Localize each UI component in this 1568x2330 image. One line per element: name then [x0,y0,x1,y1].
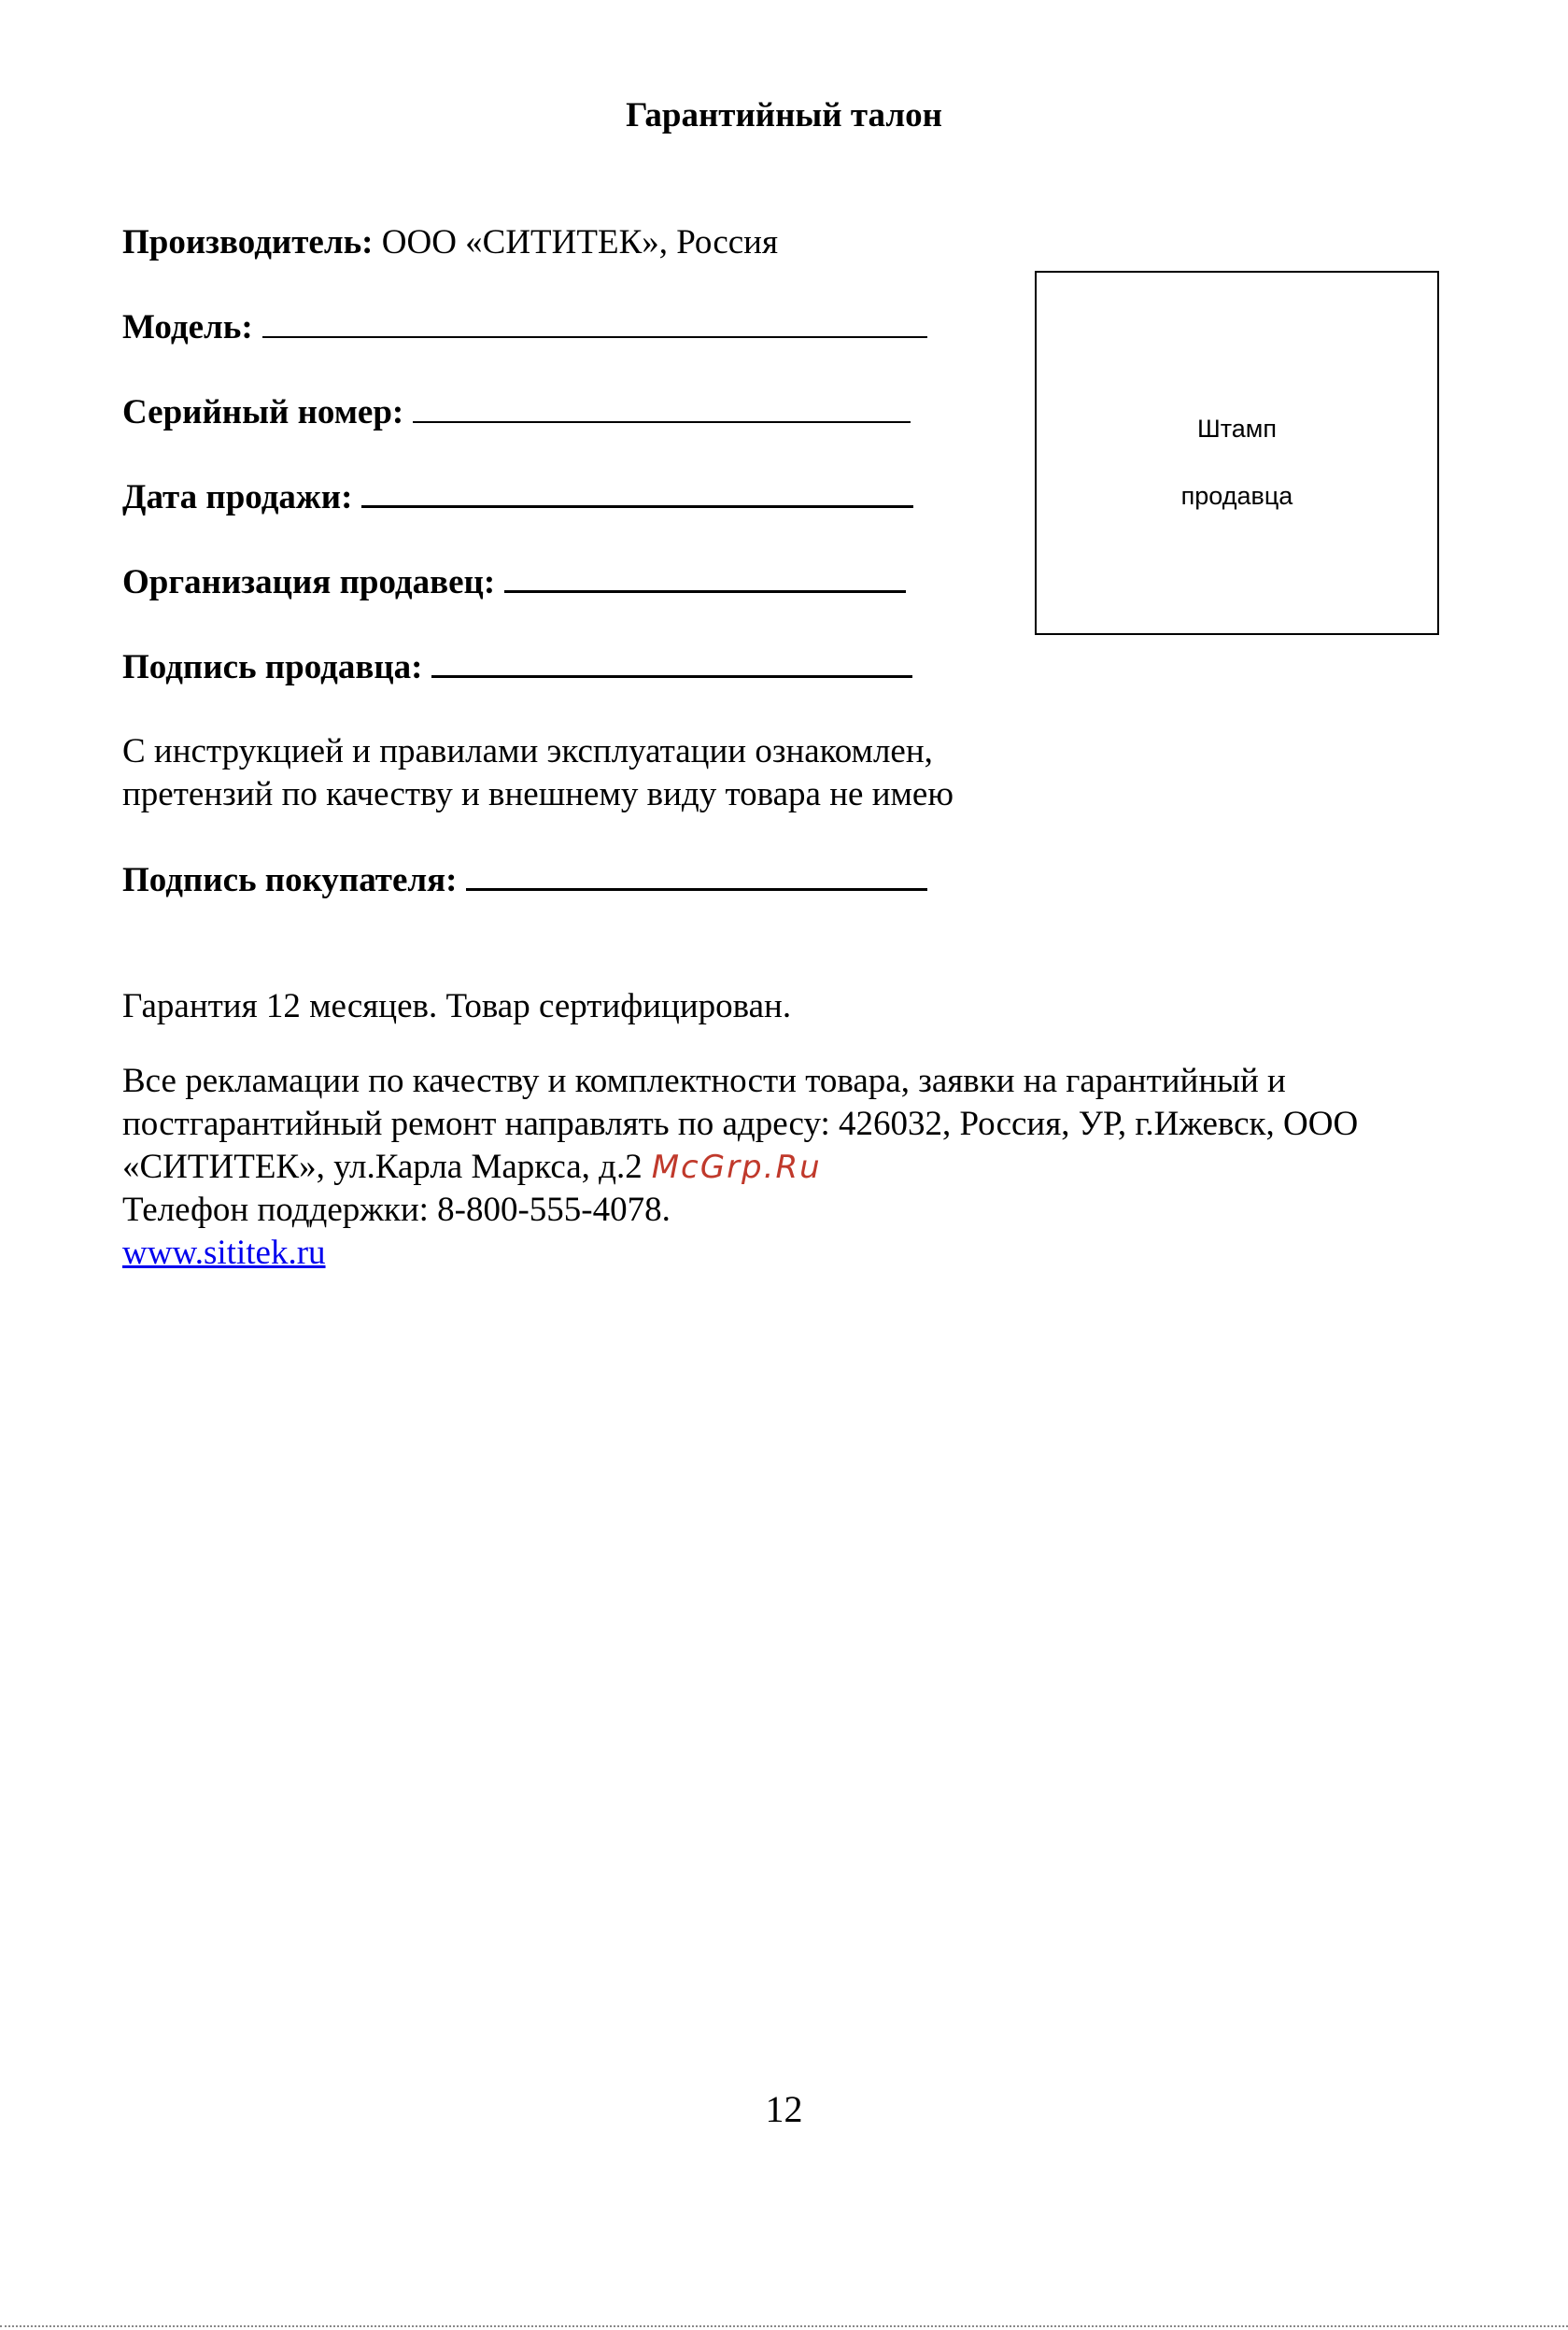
model-label: Модель: [122,308,253,346]
seller-signature-label: Подпись продавца: [122,648,423,686]
claims-line-1: Все рекламации по качеству и комплектности товара, заявки на гарантийный и [122,1062,1286,1100]
support-phone: Телефон поддержки: 8-800-555-4078. [122,1191,671,1229]
seller-signature-row [122,645,912,690]
serial-row [122,390,911,435]
manufacturer-label: Производитель: [122,223,374,261]
page-bottom-divider [0,2325,1568,2327]
buyer-signature-row [122,858,927,903]
sale-date-input-line[interactable] [361,504,913,508]
warranty-text: Гарантия 12 месяцев. Товар сертифицирован. [122,987,792,1025]
seller-org-input-line[interactable] [504,589,906,593]
claims-line-2: постгарантийный ремонт направлять по адресу: 426032, Россия, УР, г.Ижевск, ООО [122,1105,1359,1143]
stamp-label-line1: Штамп [1196,415,1277,443]
acknowledgement-line-1: С инструкцией и правилами эксплуатации ознакомлен, [122,732,933,770]
page-number: 12 [765,2088,803,2130]
manufacturer-value: ООО «СИТИТЕК», Россия [381,223,779,261]
seller-signature-input-line[interactable] [431,674,912,678]
seller-org-label: Организация продавец: [122,563,496,601]
seller-org-row [122,560,906,605]
page-title: Гарантийный талон [626,96,942,134]
acknowledgement-text [122,730,954,816]
seller-stamp-box [1035,271,1439,635]
sale-date-row [122,475,913,520]
watermark-text: McGrp.Ru [651,1149,822,1186]
acknowledgement-line-2: претензий по качеству и внешнему виду товара не имею [122,775,954,813]
model-row [122,305,927,350]
stamp-label-line2: продавца [1180,482,1293,510]
claims-line-3 [122,1146,1358,1189]
buyer-signature-input-line[interactable] [466,887,927,891]
website-link[interactable]: www.sititek.ru [122,1234,326,1272]
claims-block [122,1060,1358,1275]
serial-label: Серийный номер: [122,393,404,431]
model-input-line[interactable] [262,335,927,338]
serial-input-line[interactable] [413,420,911,423]
buyer-signature-label: Подпись покупателя: [122,861,458,899]
sale-date-label: Дата продажи: [122,478,353,516]
claims-address-tail: «СИТИТЕК», ул.Карла Маркса, д.2 [122,1148,643,1186]
manufacturer-row [122,220,778,265]
